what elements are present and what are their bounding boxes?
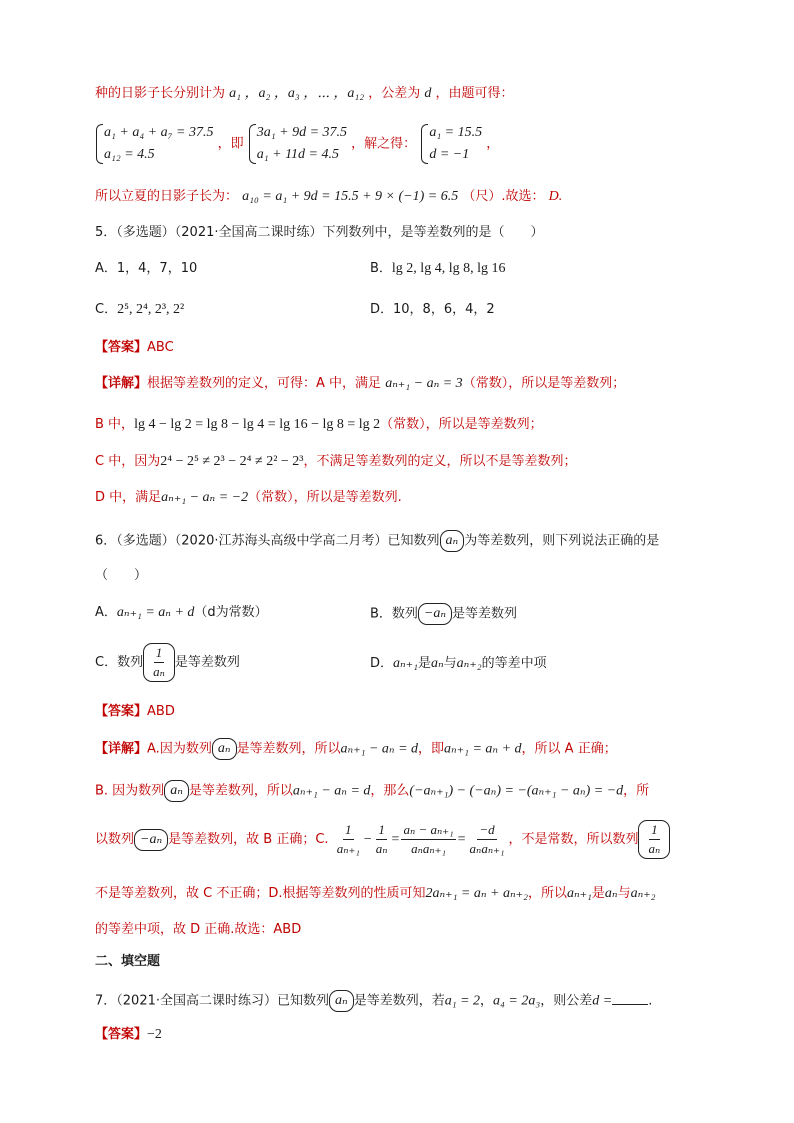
- detail-formula: aₙ₊₁ − aₙ = d: [292, 783, 371, 799]
- fraction-numerator: 1: [649, 821, 660, 840]
- question-6-paren: （ ）: [95, 568, 148, 583]
- equation-row: a₁ = 15.5: [429, 125, 483, 140]
- detail-formula: 2aₙ₊₁ = aₙ + aₙ₊₂: [425, 886, 528, 901]
- detail-text: 与: [617, 886, 631, 901]
- option-formula: lg 2, lg 4, lg 8, lg 16: [391, 261, 506, 276]
- option-label: D．: [370, 656, 394, 671]
- solution-conclusion: [95, 187, 562, 207]
- option-text: 是等差数列: [452, 606, 518, 622]
- q5-detail-line-1: [95, 374, 625, 394]
- detail-tag: 【详解】: [95, 741, 148, 757]
- detail-formula: aₙ₊₁ − aₙ = −2: [161, 490, 249, 505]
- sequence-notation: [638, 820, 670, 859]
- solution-text: ，解之得：: [351, 136, 417, 152]
- fraction-denominator: aₙ₊₁: [336, 841, 360, 856]
- q5-detail-line-3: [95, 452, 577, 472]
- detail-text: ，所以: [527, 886, 567, 901]
- final-answer: D.: [548, 189, 563, 204]
- math-operator: =: [391, 832, 400, 847]
- solution-text: ，即: [217, 136, 244, 152]
- sequence-notation: aₙ: [329, 990, 354, 1012]
- fraction-denominator: aₙaₙ₊₁: [411, 841, 446, 856]
- equation-systems-line: [95, 122, 499, 166]
- fraction-denominator: aₙ: [153, 664, 165, 679]
- equation-row: 3a₁ + 9d = 37.5: [256, 125, 348, 140]
- detail-text: 根据等差数列的定义，可得：A 中，满足: [147, 376, 382, 391]
- detail-text: 是等差数列，所以: [236, 741, 341, 757]
- question-text: ，: [480, 993, 494, 1009]
- solution-text: 种的日影子长分别计为: [95, 86, 226, 101]
- answer-tag: 【答案】: [95, 340, 148, 355]
- fraction-denominator: aₙaₙ₊₁: [469, 841, 505, 856]
- q5-answer: [95, 338, 174, 358]
- answer-value: ABC: [147, 340, 174, 355]
- question-text: 是等差数列，若: [353, 993, 445, 1009]
- option-formula: aₙ₊₁ = aₙ + d: [116, 605, 195, 620]
- detail-formula: 2⁴ − 2⁵ ≠ 2³ − 2⁴ ≠ 2² − 2³: [160, 454, 304, 469]
- question-6-stem: [95, 530, 659, 552]
- detail-text: ，那么: [370, 783, 410, 799]
- question-7-stem: [95, 990, 652, 1012]
- answer-value: ABD: [147, 704, 175, 719]
- solution-line-1: [95, 84, 514, 104]
- solution-text: 所以立夏的日影子长为：: [95, 189, 239, 204]
- question-text: ，则公差: [540, 993, 593, 1009]
- option-label: C．数列: [95, 655, 144, 670]
- question-formula: a₄ = 2a₃: [493, 993, 541, 1009]
- option-formula: aₙ₊₁: [393, 656, 418, 671]
- detail-text: B 中，: [95, 417, 135, 432]
- sequence-notation: aₙ: [212, 738, 237, 760]
- sequence-notation: aₙ: [164, 780, 189, 802]
- detail-text: A.因为数列: [147, 741, 212, 757]
- answer-blank[interactable]: [612, 991, 648, 1005]
- detail-text: ，不是常数，所以数列: [508, 832, 639, 847]
- detail-text: ，不满足等差数列的定义，所以不是等差数列；: [303, 454, 577, 469]
- detail-text: 是: [591, 886, 605, 901]
- detail-formula: aₙ: [604, 886, 618, 901]
- detail-text: 以数列: [95, 832, 135, 847]
- sequence-notation: aₙ: [440, 530, 465, 552]
- common-difference-symbol: d: [424, 86, 432, 101]
- question-formula: d =: [592, 993, 613, 1009]
- q5-option-c: [95, 300, 184, 320]
- detail-text: B. 因为数列: [95, 783, 165, 799]
- q7-answer: [95, 1025, 162, 1045]
- detail-text: （常数），所以是等差数列；: [380, 417, 543, 432]
- q5-detail-line-2: [95, 415, 543, 435]
- q6-option-c: [95, 643, 240, 682]
- detail-text: ，即: [418, 741, 445, 757]
- detail-text: ，所: [623, 783, 650, 799]
- sequence-notation: −aₙ: [418, 603, 452, 625]
- detail-formula: aₙ₊₁ − aₙ = d: [340, 741, 419, 757]
- detail-text: D 中，满足: [95, 490, 162, 505]
- fraction-denominator: aₙ: [648, 841, 661, 856]
- q6-option-d: [370, 654, 547, 674]
- q6-detail-line-1: [95, 738, 617, 760]
- q6-detail-line-2: [95, 780, 649, 802]
- math-operator: −: [363, 832, 372, 847]
- option-label: B．数列: [370, 606, 418, 622]
- solution-text: ，由题可得：: [435, 86, 514, 101]
- solution-text: ，公差为: [368, 86, 421, 101]
- math-operator: =: [457, 832, 466, 847]
- detail-text: 是等差数列，故 B 正确；C.: [168, 832, 329, 847]
- q5-detail-line-4: [95, 488, 402, 508]
- q6-answer: [95, 702, 175, 722]
- option-label: B．: [370, 261, 392, 276]
- option-formula: 2⁵, 2⁴, 2³, 2²: [117, 302, 185, 317]
- q6-detail-line-4: [95, 884, 656, 904]
- option-formula: aₙ₊₂: [456, 656, 482, 671]
- answer-tag: 【答案】: [95, 1027, 148, 1042]
- sequence-terms: a₁ ，a₂ ，a₃ ，⋯ ，a₁₂: [229, 86, 365, 101]
- option-text: 是等差数列: [174, 655, 240, 670]
- option-formula: aₙ: [430, 656, 444, 671]
- section-title: 二、填空题: [95, 954, 161, 969]
- detail-text: C 中，因为: [95, 454, 161, 469]
- question-text: 6．（多选题）（2020·江苏海头高级中学高二月考）已知数列: [95, 533, 440, 549]
- q6-detail-line-3: [95, 820, 670, 859]
- fraction-numerator: 1: [343, 821, 354, 840]
- detail-text: （常数），所以是等差数列.: [248, 490, 402, 505]
- sequence-notation: −aₙ: [134, 829, 168, 851]
- q6-detail-line-5: 的等差中项，故 D 正确.故选：ABD: [95, 922, 302, 937]
- q5-option-a: A．1，4，7，10: [95, 261, 198, 276]
- equation-row: d = −1: [429, 147, 470, 162]
- detail-formula: aₙ₊₁ = aₙ + d: [444, 741, 522, 757]
- option-label: C．: [95, 302, 118, 317]
- question-5-stem: 5．（多选题）（2021·全国高二课时练）下列数列中，是等差数列的是（ ）: [95, 225, 544, 240]
- option-label: A．: [95, 605, 117, 620]
- option-text: 是: [417, 656, 431, 671]
- fraction-numerator: 1: [376, 821, 387, 840]
- fraction-numerator: 1: [154, 644, 165, 663]
- sequence-notation: [143, 643, 175, 682]
- equation-row: a₁₂ = 4.5: [104, 147, 155, 162]
- detail-formula: aₙ₊₂: [630, 886, 656, 901]
- question-text: .: [648, 993, 653, 1009]
- option-text: 的等差中项: [481, 656, 547, 671]
- detail-text: 不是等差数列，故 C 不正确；D.根据等差数列的性质可知: [95, 886, 426, 901]
- detail-formula: aₙ₊₁: [566, 886, 592, 901]
- fraction-numerator: −d: [477, 821, 496, 840]
- question-text: 7．（2021·全国高二课时练习）已知数列: [95, 993, 329, 1009]
- option-text: （d为常数）: [194, 605, 268, 620]
- detail-formula: aₙ₊₁ − aₙ = 3: [385, 376, 463, 391]
- detail-text: （常数），所以是等差数列；: [462, 376, 626, 391]
- fraction-numerator: aₙ − aₙ₊₁: [401, 821, 455, 840]
- conclusion-formula: a₁₀ = a₁ + 9d = 15.5 + 9 × (−1) = 6.5: [242, 189, 459, 204]
- question-formula: a₁ = 2: [444, 993, 481, 1009]
- solution-text: ，: [486, 136, 500, 152]
- detail-text: ，所以 A 正确；: [521, 741, 617, 757]
- detail-text: 是等差数列，所以: [188, 783, 293, 799]
- answer-tag: 【答案】: [95, 704, 148, 719]
- q6-option-b: [370, 603, 517, 625]
- equation-system-3: [420, 122, 482, 166]
- detail-tag: 【详解】: [95, 376, 148, 391]
- q6-option-a: [95, 603, 268, 623]
- q5-option-d: D．10，8，6，4，2: [370, 302, 495, 317]
- fraction-denominator: aₙ: [375, 841, 388, 856]
- solution-text: （尺）.故选：: [462, 189, 545, 204]
- q5-option-b: [370, 259, 505, 279]
- answer-value: −2: [147, 1027, 162, 1042]
- equation-system-2: [248, 122, 347, 166]
- equation-row: a₁ + 11d = 4.5: [256, 147, 339, 162]
- question-text: 为等差数列，则下列说法正确的是: [464, 533, 660, 549]
- option-text: 与: [443, 656, 457, 671]
- equation-row: a₁ + a₄ + a₇ = 37.5: [104, 125, 214, 140]
- detail-formula: lg 4 − lg 2 = lg 8 − lg 4 = lg 16 − lg 8 = lg 2: [134, 417, 381, 432]
- equation-system-1: [95, 122, 213, 166]
- detail-formula: (−aₙ₊₁) − (−aₙ) = −(aₙ₊₁ − aₙ) = −d: [409, 783, 624, 799]
